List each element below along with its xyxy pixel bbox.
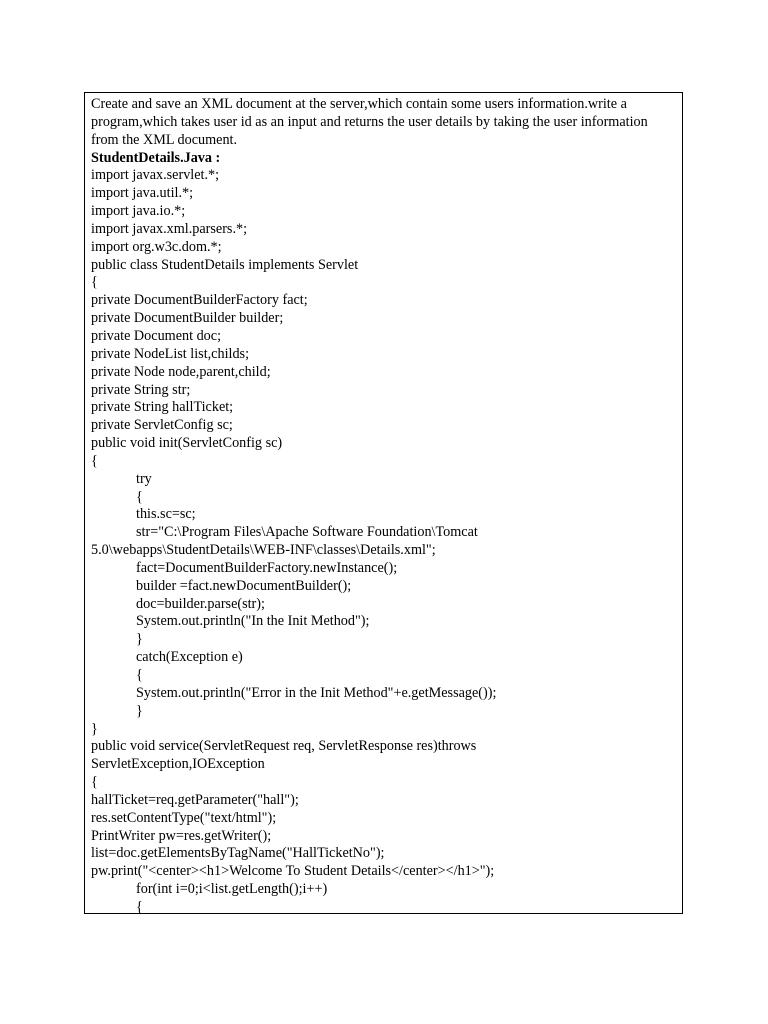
code-line: private String hallTicket; — [91, 399, 234, 416]
code-line: { — [136, 898, 143, 914]
code-line: public void init(ServletConfig sc) — [91, 435, 283, 452]
code-line: import javax.xml.parsers.*; — [91, 220, 248, 237]
code-line: { — [91, 452, 98, 469]
code-line: fact=DocumentBuilderFactory.newInstance(); — [136, 559, 398, 576]
code-line: ServletException,IOException — [91, 756, 265, 773]
code-line: public class StudentDetails implements Servlet — [91, 256, 359, 273]
code-line: private ServletConfig sc; — [91, 417, 233, 434]
code-line: str="C:\Program Files\Apache Software Foundation\Tomcat — [136, 524, 478, 541]
code-line: pw.print("<center><h1>Welcome To Student Details</center></h1>"); — [91, 863, 495, 880]
code-line: public void service(ServletRequest req, ServletResponse res)throws — [91, 738, 477, 755]
code-line: import javax.servlet.*; — [91, 167, 220, 184]
code-line: private NodeList list,childs; — [91, 345, 250, 362]
document-page-box — [84, 92, 683, 914]
code-line: import org.w3c.dom.*; — [91, 238, 222, 255]
code-line: this.sc=sc; — [136, 506, 196, 523]
code-line: System.out.println("In the Init Method"); — [136, 613, 370, 630]
code-line: private Document doc; — [91, 327, 222, 344]
intro-paragraph: Create and save an XML document at the server,which contain some users information.write a program,which takes user id as an input and returns the user details by taking the user information from the XML document. — [91, 96, 648, 148]
code-line: { — [91, 774, 98, 791]
document-content — [91, 96, 678, 914]
code-line: private Node node,parent,child; — [91, 363, 271, 380]
code-line: System.out.println("Error in the Init Method"+e.getMessage()); — [136, 684, 497, 701]
code-line: { — [136, 667, 143, 683]
code-line: } — [136, 631, 143, 648]
file-heading: StudentDetails.Java : — [91, 149, 221, 166]
code-line: builder =fact.newDocumentBuilder(); — [136, 577, 352, 594]
code-line: import java.util.*; — [91, 185, 194, 202]
code-line: try — [136, 470, 152, 487]
code-line: { — [136, 488, 143, 505]
code-line: list=doc.getElementsByTagName("HallTicketNo"); — [91, 845, 385, 862]
code-line: { — [91, 274, 98, 291]
code-line: catch(Exception e) — [136, 649, 243, 666]
code-line: 5.0\webapps\StudentDetails\WEB-INF\classes\Details.xml"; — [91, 542, 436, 559]
code-line: private String str; — [91, 381, 191, 398]
code-block — [91, 167, 678, 914]
code-line: import java.io.*; — [91, 203, 186, 220]
code-line: doc=builder.parse(str); — [136, 595, 265, 612]
code-line: private DocumentBuilder builder; — [91, 310, 284, 327]
code-line: } — [91, 720, 98, 737]
code-line: res.setContentType("text/html"); — [91, 809, 277, 826]
code-line: PrintWriter pw=res.getWriter(); — [91, 827, 272, 844]
code-line: hallTicket=req.getParameter("hall"); — [91, 791, 299, 808]
code-line: private DocumentBuilderFactory fact; — [91, 292, 308, 309]
code-line: for(int i=0;i<list.getLength();i++) — [136, 881, 328, 898]
code-line: } — [136, 702, 143, 719]
